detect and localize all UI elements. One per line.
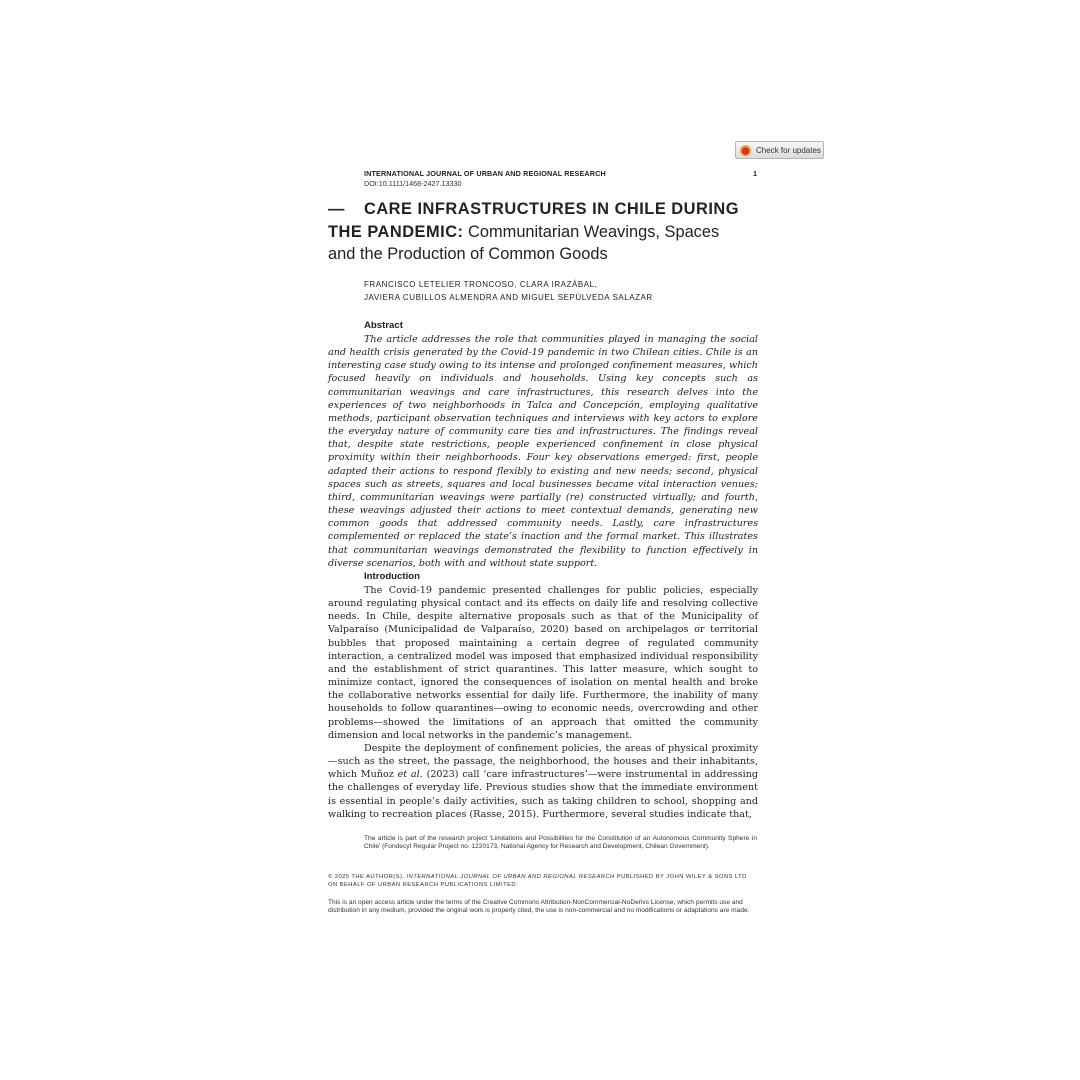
journal-name: INTERNATIONAL JOURNAL OF URBAN AND REGIONAL RESEARCH <box>364 169 606 178</box>
intro-paragraph-1: The Covid-19 pandemic presented challenges for public policies, especially around regulating physical contact and its effects on daily life and resolving collective needs. In Chile, despite alternative proposals such as that of the Municipality of Valparaíso (Municipalidad de Valparaíso, 2020) based on archipelagos or territorial bubbles that proposed maintaining a certain degree of regulated community interaction, a centralized model was imposed that emphasized individual responsibility and the establishment of strict quarantines. This latter measure, which sought to minimize contact, ignored the consequences of isolation on mental health and broke the collaborative networks essential for daily life. Furthermore, the inability of many households to follow quarantines—owing to economic needs, overcrowding and other problems—showed the limitations of an approach that omitted the community dimension and local networks in the pandemic’s management. <box>328 585 758 741</box>
crossmark-icon <box>740 145 751 156</box>
abstract-heading: Abstract <box>364 320 403 331</box>
copyright-prefix: © 2025 THE AUTHOR(S). <box>328 874 407 880</box>
authors-line-1: FRANCISCO LETELIER TRONCOSO, CLARA IRAZÁBAL, <box>364 280 598 289</box>
page-number: 1 <box>753 169 757 178</box>
intro-p2-et-al: et al. <box>397 769 423 781</box>
introduction-body <box>328 584 758 822</box>
authors-line-2: JAVIERA CUBILLOS ALMENDRA AND MIGUEL SEPÚLVEDA SALAZAR <box>364 293 653 302</box>
intro-p2-part-a: Despite the deployment of confinement policies, the areas of physical proximity—such as the street, the passage, the neighborhood, the houses and their inhabitants, which Muñoz <box>328 742 758 781</box>
license-notice: This is an open access article under the terms of the Creative Commons Attribution-NonCommercial-NoDerivs License, which permits use and distribution in any medium, provided the original work is properly cited, the use is non-commercial and no modifications or adaptations are made. <box>328 899 750 915</box>
intro-p2-part-b: (2023) call ‘care infrastructures’—were instrumental in addressing the challenges of everyday life. Previous studies show that the immediate environment is essential in people’s daily activities, such as taking children to school, shopping and walking to recreation places (Rasse, 2015). Furthermore, several studies indicate that, <box>328 769 759 820</box>
title-line-1 <box>328 198 768 221</box>
copyright-notice <box>328 873 758 889</box>
title-dash: — <box>328 200 345 218</box>
copyright-suffix: PUBLISHED BY JOHN WILEY & SONS LTD ON BEHALF OF URBAN RESEARCH PUBLICATIONS LIMITED. <box>328 874 747 889</box>
abstract-paragraph: The article addresses the role that communities played in managing the social and health crisis generated by the Covid-19 pandemic in two Chilean cities. Chile is an interesting case study owing to its intense and prolonged confinement measures, which focused heavily on individuals and households. Using key concepts such as communitarian weavings and care infrastructures, this research delves into the experiences of two neighborhoods in Talca and Concepción, employing qualitative methods, participant observation techniques and interviews with key actors to explore the everyday nature of community care ties and infrastructures. The findings reveal that, despite state restrictions, people experienced confinement in close physical proximity within their neighborhoods. Four key observations emerged: first, people adapted their actions to respond flexibly to existing and new needs; second, physical spaces such as streets, squares and local businesses became vital interaction venues; third, communitarian weavings were partially (re) constructed virtually; and fourth, these weavings adjusted their actions to meet contextual demands, generating new common goods that addressed community needs. Lastly, care infrastructures complemented or replaced the state’s inaction and the formal market. This illustrates that communitarian weavings demonstrated the flexibility to function effectively in diverse scenarios, both with and without state support. <box>328 334 758 569</box>
title-part-2: THE PANDEMIC: <box>328 222 464 241</box>
subtitle-part-1: Communitarian Weavings, Spaces <box>463 222 720 241</box>
intro-paragraph-2 <box>328 742 758 821</box>
author-list <box>364 278 764 304</box>
title-line-3 <box>328 243 768 266</box>
funding-footnote: The article is part of the research project ‘Limitations and Possibilities for the Constitution of an Autonomous Community Sphere in Chile’ (Fondecyt Regular Project no. 1220173, National Agency for Research and Development, Chilean Government). <box>364 835 757 851</box>
doi-link[interactable]: DOI:10.1111/1468-2427.13330 <box>364 179 462 188</box>
title-line-2 <box>328 221 768 244</box>
introduction-heading: Introduction <box>364 571 420 582</box>
abstract-body <box>328 333 758 569</box>
check-for-updates-button[interactable] <box>735 141 824 159</box>
copyright-journal: INTERNATIONAL JOURNAL OF URBAN AND REGIONAL RESEARCH <box>406 874 615 880</box>
article-title <box>328 198 768 266</box>
journal-header <box>364 169 757 188</box>
check-for-updates-label: Check for updates <box>756 145 821 155</box>
subtitle-part-2: and the Production of Common Goods <box>328 245 608 263</box>
title-part-1: CARE INFRASTRUCTURES IN CHILE DURING <box>364 200 739 218</box>
